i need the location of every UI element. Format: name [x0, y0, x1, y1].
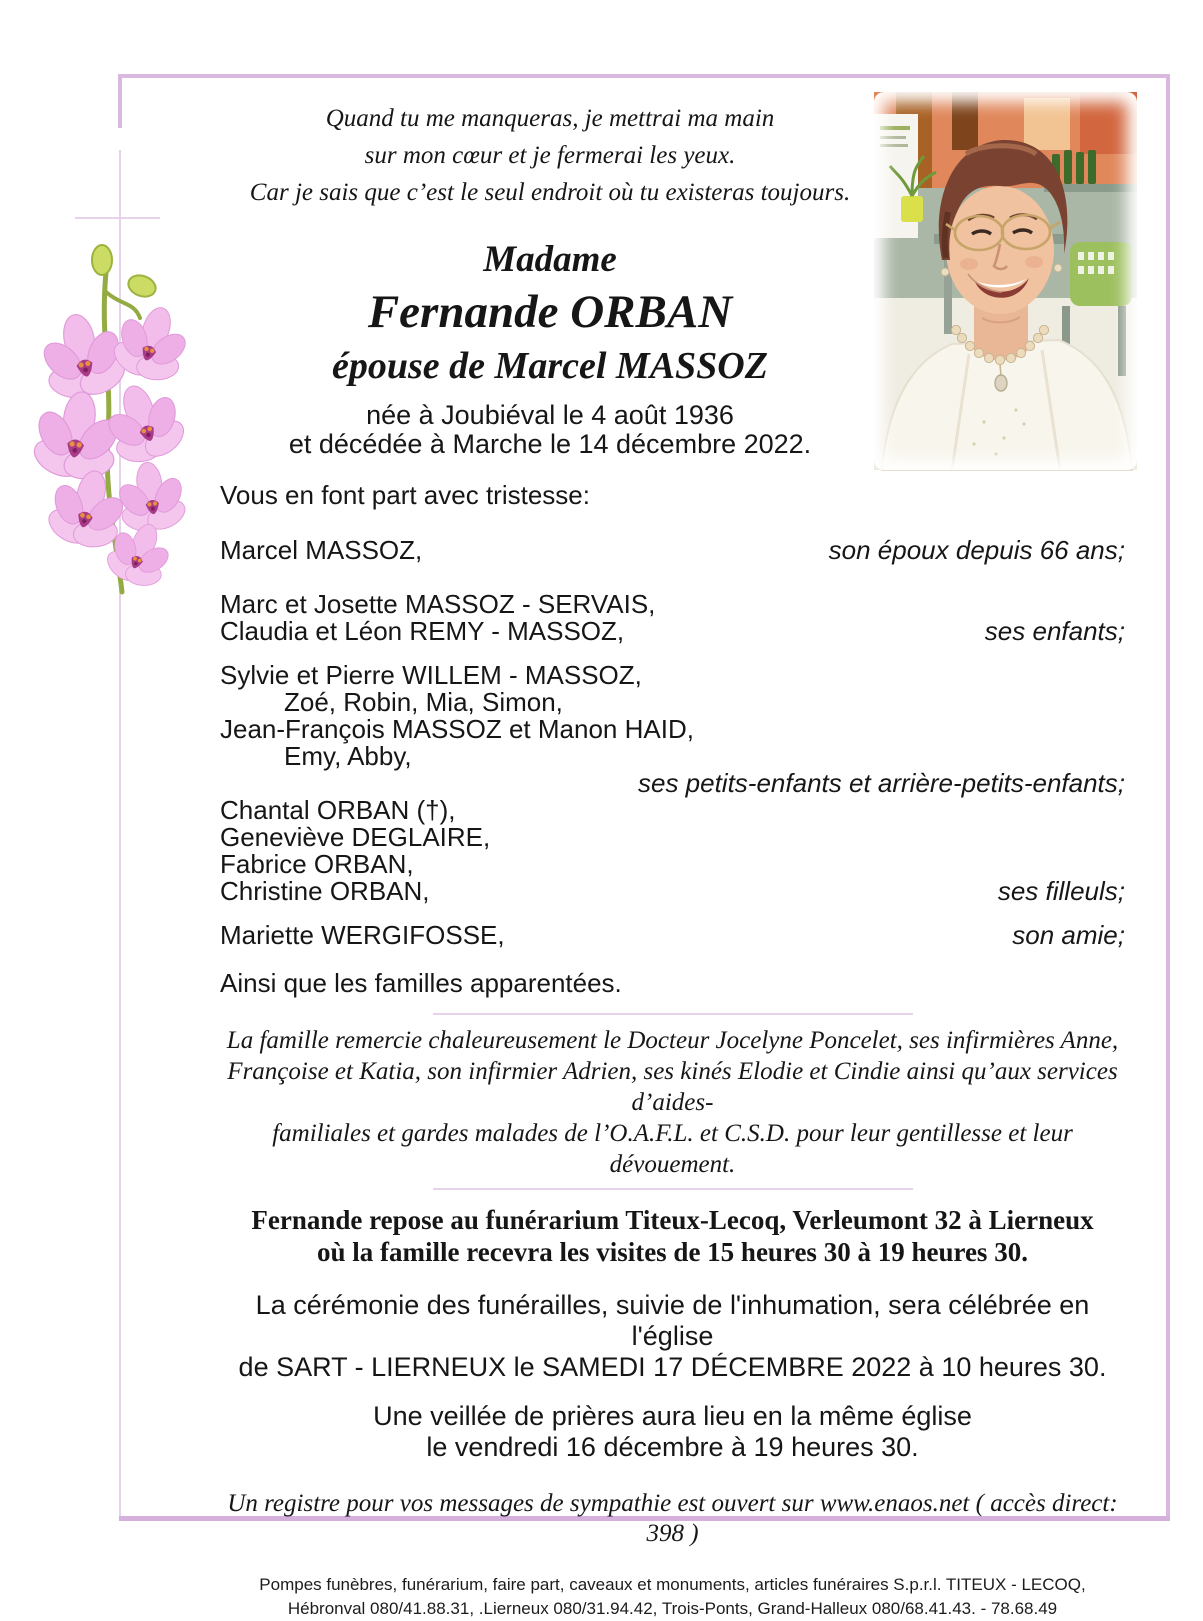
- family-row: [220, 797, 1125, 824]
- section-divider: [433, 1013, 913, 1015]
- family-row: [220, 537, 1125, 564]
- family-row: [220, 878, 1125, 905]
- quote-line: sur mon cœur et je fermerai les yeux.: [364, 142, 736, 169]
- vigil-info: [220, 1401, 1125, 1463]
- footer-line: Pompes funèbres, funérarium, faire part, caveaux et monuments, articles funéraires S.p.r.l. TITEUX - LECOQ,: [259, 1575, 1086, 1594]
- repose-line: où la famille recevra les visites de 15 heures 30 à 19 heures 30.: [317, 1237, 1028, 1267]
- family-name: Geneviève DEGLAIRE,: [220, 822, 491, 852]
- deceased-name: Fernande ORBAN: [367, 286, 733, 338]
- family-name: Claudia et Léon REMY - MASSOZ,: [220, 616, 625, 646]
- family-row: [220, 716, 1125, 743]
- family-row: [220, 743, 1125, 770]
- deceased-title: Madame: [483, 239, 617, 280]
- announcement-intro: Vous en font part avec tristesse:: [220, 480, 590, 510]
- family-row: [220, 618, 1125, 645]
- deceased-spouse-line: épouse de Marcel MASSOZ: [332, 345, 768, 387]
- family-row: [220, 591, 1125, 618]
- thanks-line: Françoise et Katia, son infirmier Adrien, ses kinés Elodie et Cindie ainsi qu’aux services d’aides-: [227, 1058, 1118, 1116]
- vigil-line: Une veillée de prières aura lieu en la même église: [373, 1401, 972, 1431]
- vigil-line: le vendredi 16 décembre à 19 heures 30.: [426, 1432, 919, 1462]
- family-row: [220, 662, 1125, 689]
- ceremony-line: de SART - LIERNEUX le SAMEDI 17 DÉCEMBRE 2022 à 10 heures 30.: [238, 1352, 1107, 1382]
- section-divider: [433, 1188, 913, 1190]
- ceremony-line: La cérémonie des funérailles, suivie de l'inhumation, sera célébrée en l'église: [255, 1290, 1090, 1351]
- footer-line: Hébronval 080/41.88.31, .Lierneux 080/31.94.42, Trois-Ponts, Grand-Halleux 080/68.41.43. - 78.68.49: [287, 1599, 1058, 1618]
- family-role: ses petits-enfants et arrière-petits-enfants;: [637, 768, 1125, 798]
- death-line: et décédée à Marche le 14 décembre 2022.: [288, 429, 812, 459]
- family-role: ses enfants;: [984, 616, 1125, 646]
- family-list: [220, 537, 1125, 949]
- family-row: [220, 689, 1125, 716]
- condolence-register-line: Un registre pour vos messages de sympathie est ouvert sur www.enaos.net ( accès direct: 398 ): [227, 1490, 1118, 1547]
- life-dates: [220, 401, 880, 459]
- family-row: [220, 922, 1125, 949]
- family-role: ses filleuls;: [997, 876, 1125, 906]
- repose-info: [220, 1204, 1125, 1268]
- family-name: Marcel MASSOZ,: [220, 535, 423, 565]
- birth-line: née à Joubiéval le 4 août 1936: [366, 400, 734, 430]
- family-row: [220, 824, 1125, 851]
- family-name: Christine ORBAN,: [220, 876, 430, 906]
- frame-cross-tick-line: [75, 217, 160, 219]
- family-name: Chantal ORBAN (†),: [220, 795, 456, 825]
- family-name: Fabrice ORBAN,: [220, 849, 414, 879]
- announcement-closing: Ainsi que les familles apparentées.: [220, 968, 622, 998]
- announcement-card: [220, 88, 1125, 1621]
- frame-border-top: [119, 74, 1170, 78]
- repose-line: Fernande repose au funérarium Titeux-Lecoq, Verleumont 32 à Lierneux: [251, 1205, 1094, 1235]
- frame-border-left-segment: [118, 74, 122, 128]
- thanks-paragraph: [220, 1025, 1125, 1180]
- thanks-line: familiales et gardes malades de l’O.A.F.L. et C.S.D. pour leur gentillesse et leur dévouement.: [272, 1120, 1073, 1178]
- family-name: Jean-François MASSOZ et Manon HAID,: [220, 714, 694, 744]
- orchid-decoration-image: [42, 220, 197, 592]
- funeral-home-footer: [220, 1573, 1125, 1621]
- family-name: Mariette WERGIFOSSE,: [220, 920, 505, 950]
- family-row: [220, 770, 1125, 797]
- ceremony-info: [220, 1290, 1125, 1383]
- quote-line: Quand tu me manqueras, je mettrai ma main: [325, 105, 775, 132]
- family-name: Zoé, Robin, Mia, Simon,: [284, 687, 563, 717]
- family-name: Emy, Abby,: [284, 741, 412, 771]
- family-row: [220, 851, 1125, 878]
- family-name: Sylvie et Pierre WILLEM - MASSOZ,: [220, 660, 642, 690]
- memorial-quote: [220, 100, 880, 211]
- family-role: son époux depuis 66 ans;: [828, 535, 1125, 565]
- quote-line: Car je sais que c’est le seul endroit où tu existeras toujours.: [249, 179, 851, 206]
- family-role: son amie;: [1012, 920, 1125, 950]
- thanks-line: La famille remercie chaleureusement le Docteur Jocelyne Poncelet, ses infirmières Anne,: [226, 1027, 1119, 1054]
- header-block: [220, 100, 880, 459]
- frame-border-right: [1166, 74, 1170, 1521]
- family-name: Marc et Josette MASSOZ - SERVAIS,: [220, 589, 656, 619]
